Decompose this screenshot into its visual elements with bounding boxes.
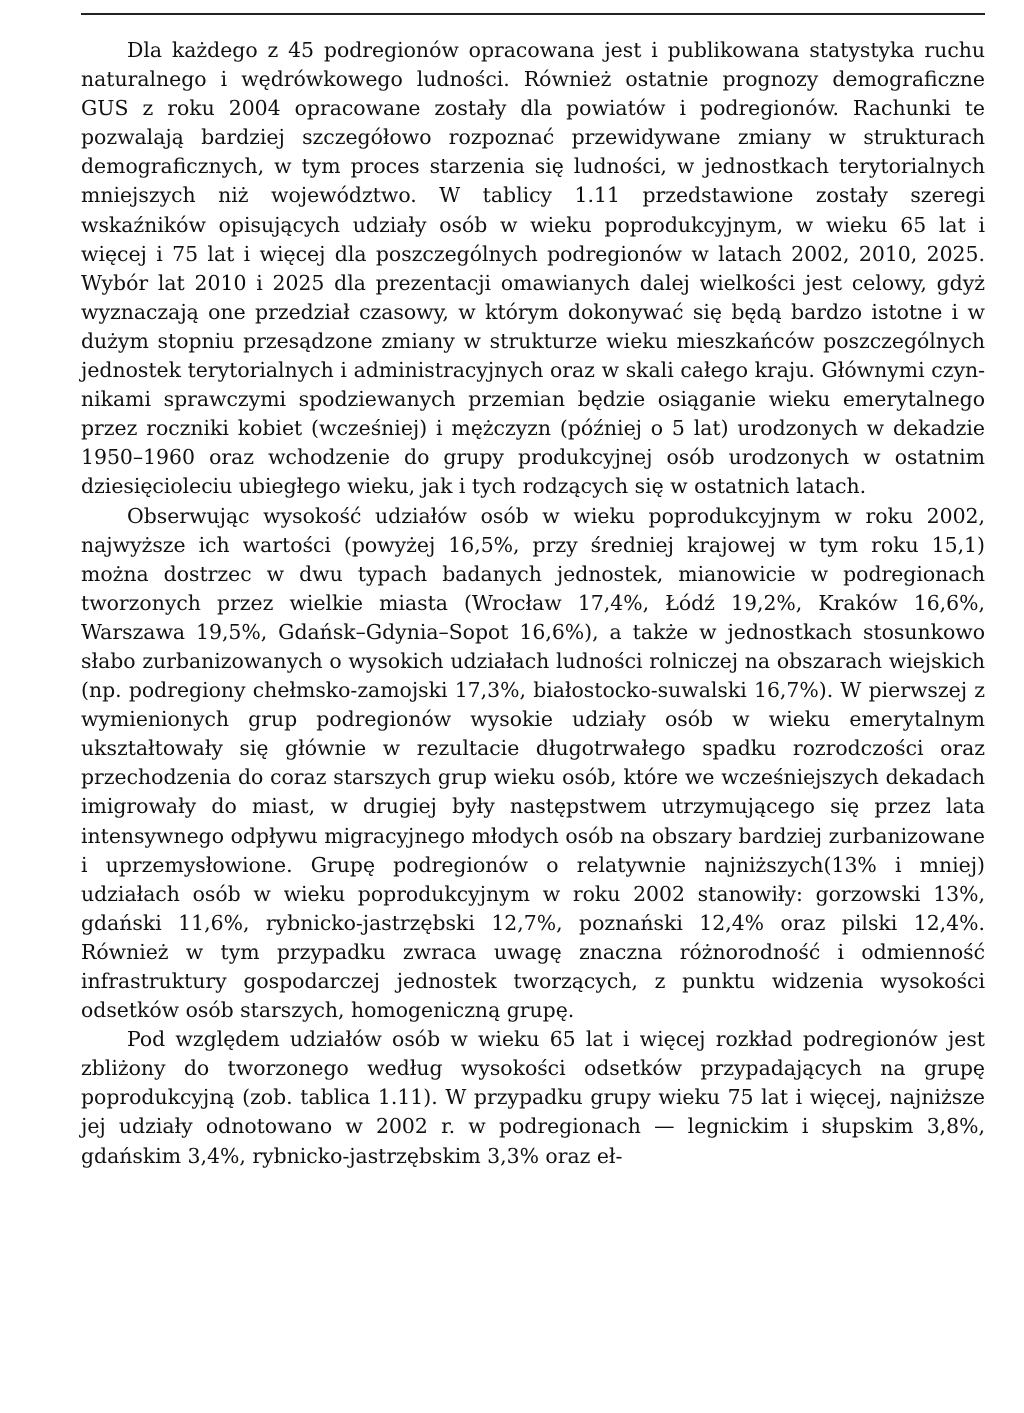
- top-rule: [81, 13, 985, 15]
- document-body: [81, 36, 985, 1171]
- paragraph-1: Dla każdego z 45 podregionów opracowana jest i publikowana statystyka ruchu naturalnego i wędrówkowego ludności. Również ostatnie prognozy demograficzne GUS z roku 2004 opracowane zostały dla powiatów i podregionów. Rachunki te pozwalają bardziej szczegółowo rozpoznać przewidywane zmiany w strukturach demograficznych, w tym proces starzenia się ludności, w jednostkach terytorialnych mniejszych niż województwo. W tablicy 1.11 przedstawione zostały szeregi wskaźników opisujących udziały osób w wieku poprodukcyjnym, w wieku 65 lat i więcej i 75 lat i więcej dla poszczególnych podregionów w latach 2002, 2010, 2025. Wybór lat 2010 i 2025 dla prezentacji omawianych dalej wielkości jest celowy, gdyż wyznaczają one przedział czasowy, w którym dokonywać się będą bardzo istotne i w dużym stopniu przesądzone zmiany w strukturze wieku mieszkańców poszczególnych jednostek terytorialnych i administracyjnych oraz w skali całego kraju. Głównymi czynnikami sprawczymi spodziewanych przemian będzie osiąganie wieku emerytalnego przez roczniki kobiet (wcześniej) i mężczyzn (później o 5 lat) urodzonych w dekadzie 1950–1960 oraz wchodzenie do grupy produkcyjnej osób urodzonych w ostatnim dziesięcioleciu ubiegłego wieku, jak i tych rodzących się w ostatnich latach.: [81, 38, 985, 499]
- paragraph-2: Obserwując wysokość udziałów osób w wieku poprodukcyjnym w roku 2002, najwyższe ich wartości (powyżej 16,5%, przy średniej krajowej w tym roku 15,1) można dostrzec w dwu typach badanych jednostek, mianowicie w podregionach tworzonych przez wielkie miasta (Wrocław 17,4%, Łódź 19,2%, Kraków 16,6%, Warszawa 19,5%, Gdańsk–Gdynia–Sopot 16,6%), a także w jednostkach stosunkowo słabo zurbanizowanych o wysokich udziałach ludności rolniczej na obszarach wiejskich (np. podregiony chełmsko-zamojski 17,3%, białostocko-suwalski 16,7%). W pierwszej z wymienionych grup podregionów wysokie udziały osób w wieku emerytalnym ukształtowały się głównie w rezultacie długotrwałego spadku rozrodczości oraz przechodzenia do coraz starszych grup wieku osób, które we wcześniejszych dekadach imigrowały do miast, w drugiej były następstwem utrzymującego się przez lata intensywnego odpływu migracyjnego młodych osób na obszary bardziej zurbanizowane i uprzemysłowione. Grupę podregionów o relatywnie najniższych(13% i mniej) udziałach osób w wieku poprodukcyjnym w roku 2002 stanowiły: gorzowski 13%, gdański 11,6%, rybnicko-jastrzębski 12,7%, poznański 12,4% oraz pilski 12,4%. Również w tym przypadku zwraca uwagę znaczna różnorodność i odmienność infrastruktury gospodarczej jednostek tworzących, z punktu widzenia wysokości odsetków osób starszych, homogeniczną grupę.: [81, 503, 985, 1023]
- paragraph-3: Pod względem udziałów osób w wieku 65 lat i więcej rozkład podregionów jest zbliżony do tworzonego według wysokości odsetków przypadających na grupę poprodukcyjną (zob. tablica 1.11). W przypadku grupy wieku 75 lat i więcej, najniższe jej udziały odnotowano w 2002 r. w podregionach — legnickim i słupskim 3,8%, gdańskim 3,4%, rybnicko-jastrzębskim 3,3% oraz eł-: [81, 1027, 985, 1168]
